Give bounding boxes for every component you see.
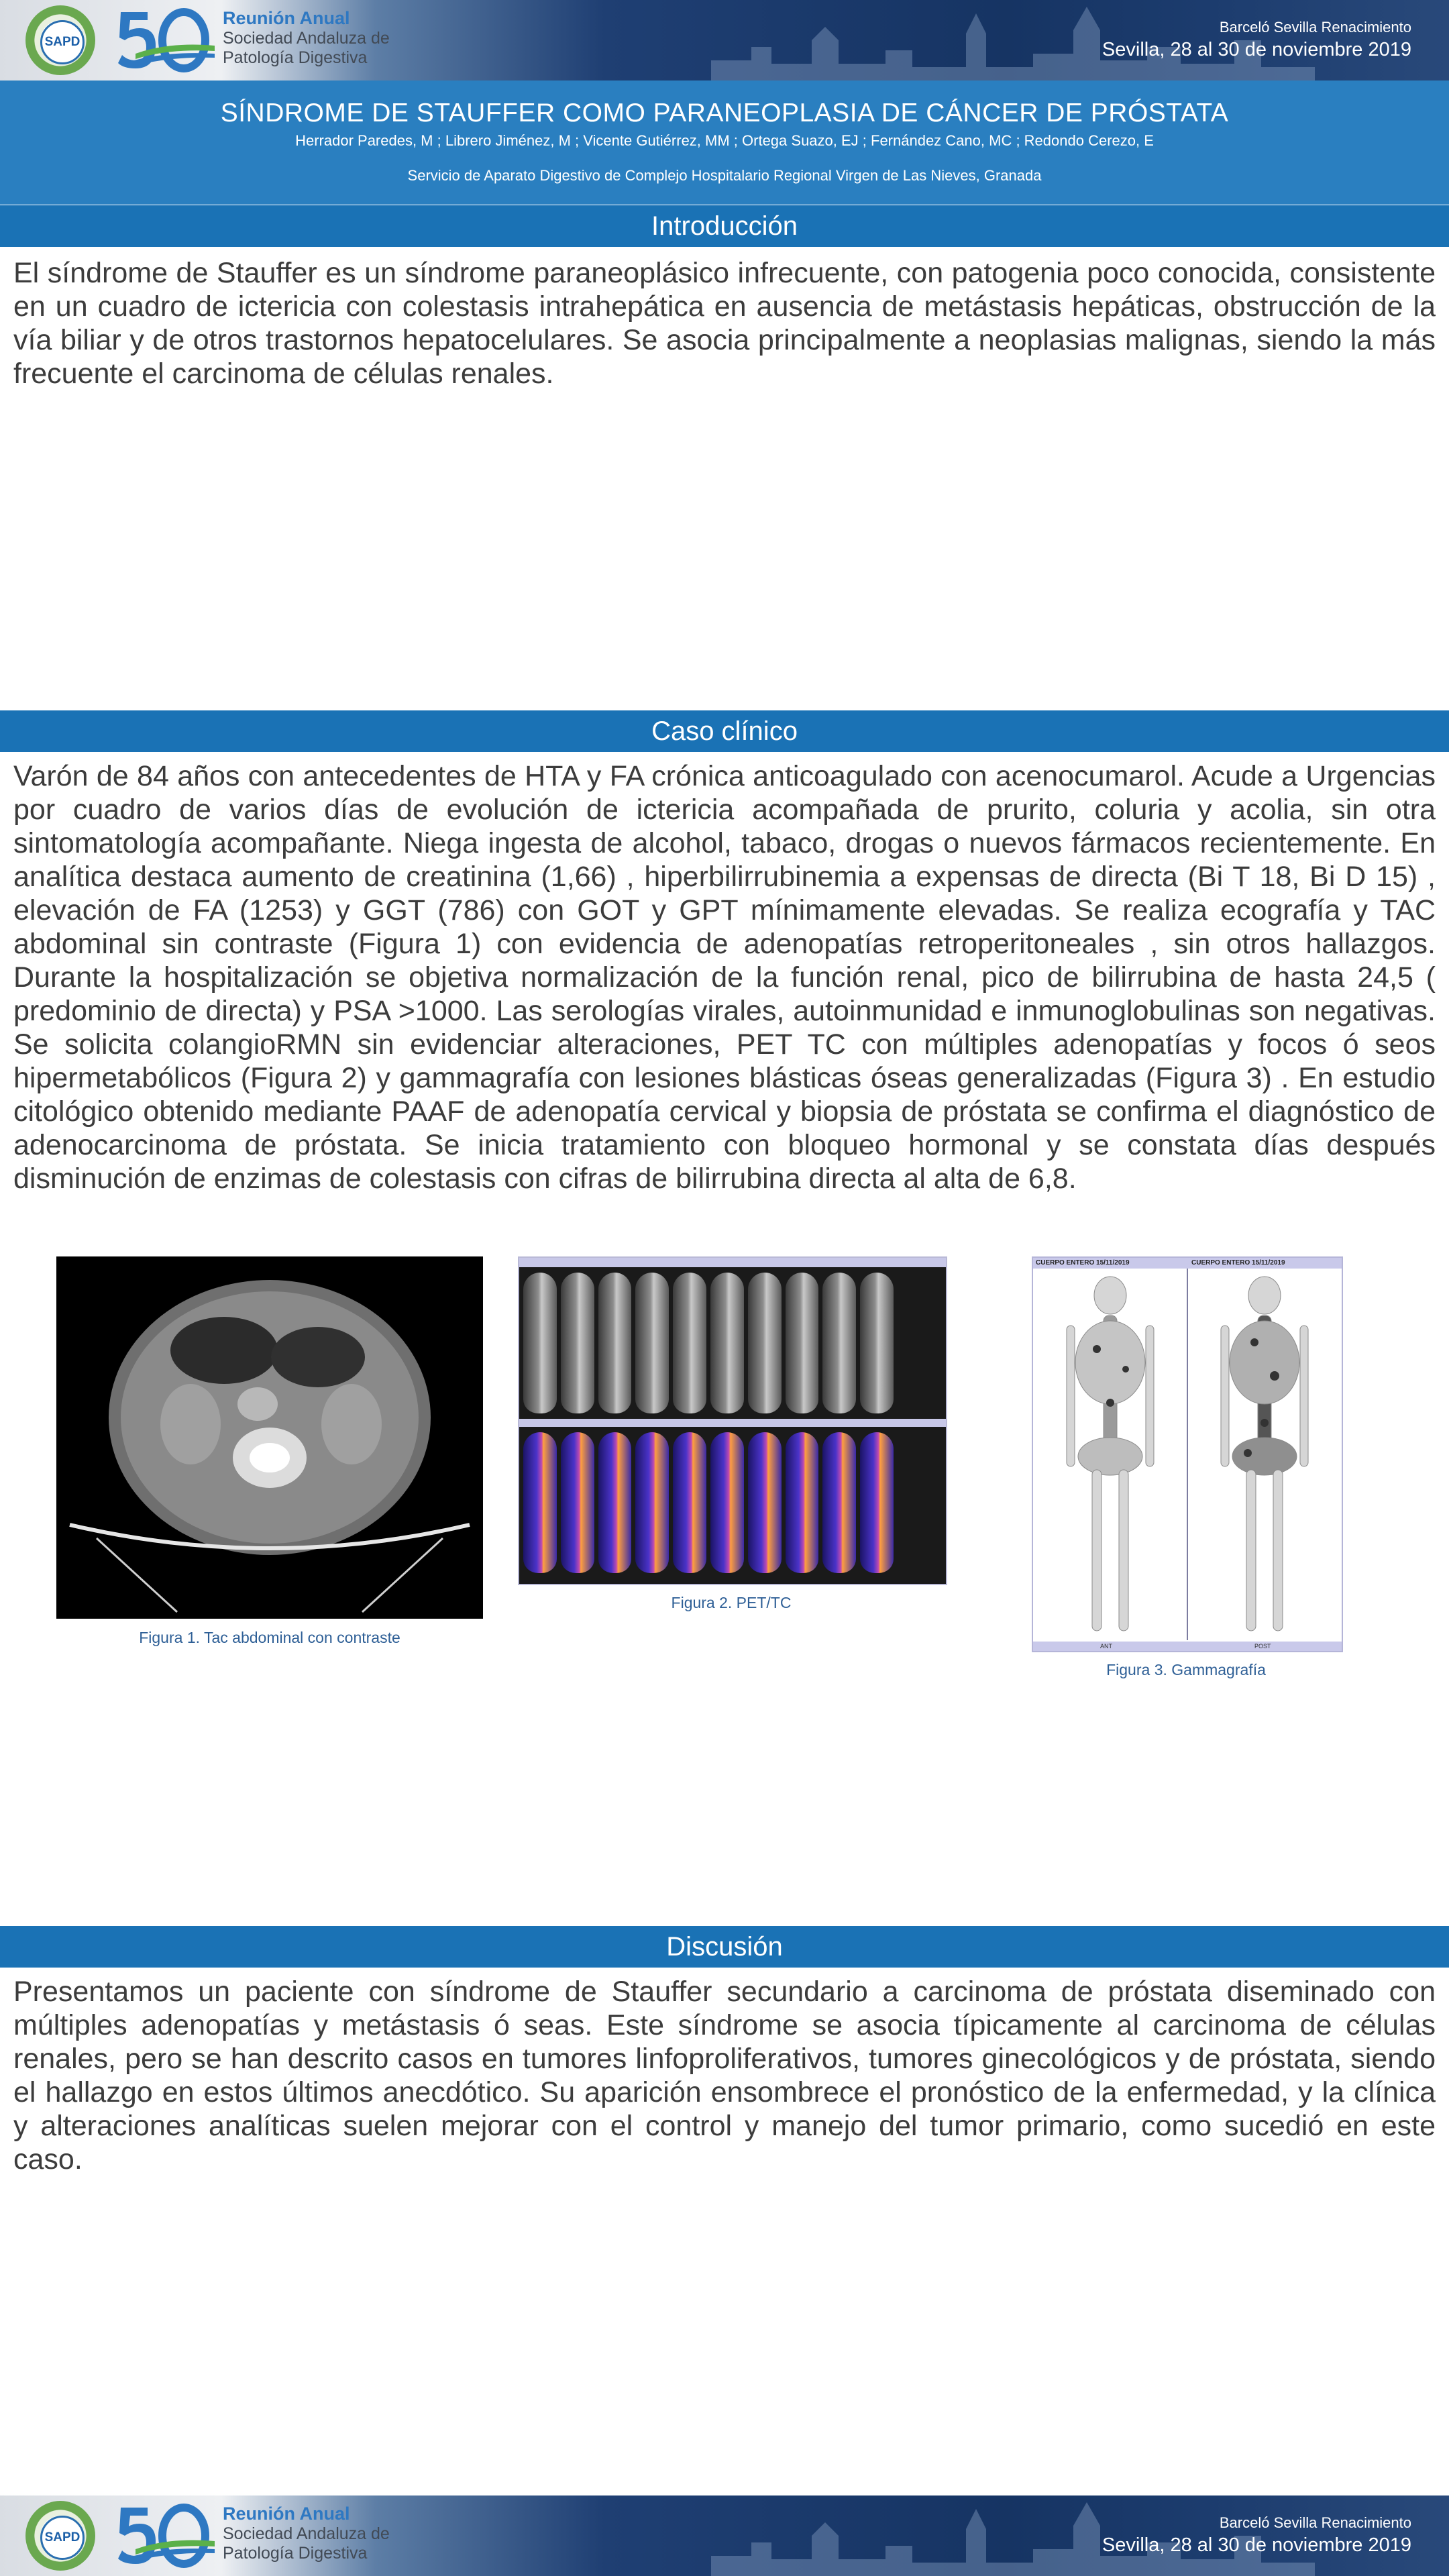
- section-heading-intro: Introducción: [0, 205, 1449, 247]
- section-heading-case: Caso clínico: [0, 710, 1449, 752]
- org-line-2: Sociedad Andaluza de: [223, 29, 390, 48]
- footer-banner: [0, 2496, 1449, 2576]
- pet-fusion-slices-row: [523, 1432, 894, 1573]
- ct-slice: [860, 1273, 894, 1413]
- intro-text: El síndrome de Stauffer es un síndrome paraneoplásico infrecuente, con patogenia poco conocida, consistente en un cuadro de ictericia con colestasis intrahepática en ausencia de metástasis hepáticas, obstrucción de la vía biliar y de otros trastornos hepatocelulares. Se asocia principalmente a neoplasias malignas, siendo la más frecuente el carcinoma de células renales.: [13, 257, 1436, 390]
- ct-slice: [523, 1273, 557, 1413]
- figure-3-bone-scan-image: [1032, 1256, 1343, 1652]
- org-line-1: Reunión Anual: [223, 8, 350, 28]
- anniversary-50-logo: [115, 7, 216, 74]
- bone-scan-footer-posterior: POST: [1254, 1643, 1271, 1650]
- petct-header-bar: [519, 1258, 946, 1267]
- bone-scan-header: [1033, 1258, 1342, 1269]
- logo-text: SAPD: [44, 2530, 80, 2544]
- ct-slice: [561, 1273, 594, 1413]
- ct-slices-row: [523, 1273, 894, 1413]
- case-text: Varón de 84 años con antecedentes de HTA y FA crónica anticoagulado con acenocumarol. Acude a Urgencias por cuadro de varios días de evolución de ictericia acompañada de prurito, coluria y acolia, sin otra sintomatología acompañante. Niega ingesta de alcohol, tabaco, drogas o nuevos fármacos recientemente. En analítica destaca aumento de creatinina (1,66) , hiperbilirrubinemia a expensas de directa (Bi T 18, Bi D 15) , elevación de FA (1253) y GGT (786) con GOT y GPT mínimamente elevadas. Se realiza ecografía y TAC abdominal sin contraste (Figura 1) con evidencia de adenopatías retroperitoneales , sin otros hallazgos. Durante la hospitalización se objetiva normalización de la función renal, pico de bilirrubina de hasta 24,5 ( predominio de directa) y PSA >1000. Las serologías virales, autoinmunidad e inmunoglobulinas son negativas. Se solicita colangioRMN sin evidenciar alteraciones, PET TC con múltiples adenopatías y focos ó seos hipermetabólicos (Figura 2) y gammagrafía con lesiones blásticas óseas generalizadas (Figura 3) . En estudio citológico obtenido mediante PAAF de adenopatía cervical y biopsia de próstata se confirma el diagnóstico de adenocarcinoma de próstata. Se inicia tratamiento con bloqueo hormonal y se constata días después disminución de enzimas de colestasis con cifras de bilirrubina directa al alta de 6,8.: [13, 760, 1436, 1195]
- bone-scan-footer-anterior: ANT: [1100, 1643, 1112, 1650]
- bone-scan-footer: [1033, 1642, 1342, 1651]
- ct-slice: [598, 1273, 632, 1413]
- logo-text: SAPD: [44, 35, 80, 49]
- org-line-1: Reunión Anual: [223, 2504, 350, 2524]
- discussion-text: Presentamos un paciente con síndrome de Stauffer secundario a carcinoma de próstata diseminado con múltiples adenopatías y metástasis ó seas. Este síndrome se asocia típicamente al carcinoma de células renales, pero se han descrito casos en tumores linfoproliferativos, tumores ginecológicos y de próstata, siendo el hallazgo en estos últimos anecdótico. Su aparición ensombrece el pronóstico de la enfermedad, y la clínica y alteraciones analíticas suelen mejorar con el control y manejo del tumor primario, como sucedió en este caso.: [13, 1976, 1436, 2176]
- event-dates: Sevilla, 28 al 30 de noviembre 2019: [1102, 2534, 1411, 2556]
- ct-slice: [635, 1273, 669, 1413]
- pet-slice: [822, 1432, 856, 1573]
- ct-slice: [786, 1273, 819, 1413]
- petct-divider-bar: [519, 1419, 946, 1427]
- affiliation: Servicio de Aparato Digestivo de Complejo Hospitalario Regional Virgen de Las Nieves, Granada: [407, 167, 1042, 184]
- organization-name: [223, 9, 390, 66]
- pet-slice: [673, 1432, 706, 1573]
- bone-scan-label-posterior: CUERPO ENTERO 15/11/2019: [1191, 1259, 1285, 1267]
- venue-name: Barceló Sevilla Renacimiento: [1219, 2514, 1411, 2531]
- poster-title: SÍNDROME DE STAUFFER COMO PARANEOPLASIA DE CÁNCER DE PRÓSTATA: [220, 99, 1229, 127]
- event-dates: Sevilla, 28 al 30 de noviembre 2019: [1102, 39, 1411, 60]
- pet-slice: [598, 1432, 632, 1573]
- org-line-3: Patología Digestiva: [223, 2544, 368, 2563]
- pet-slice: [748, 1432, 782, 1573]
- ct-slice: [673, 1273, 706, 1413]
- sapd-logo: [25, 2501, 95, 2571]
- figure-2-caption: Figura 2. PET/TC: [671, 1594, 792, 1611]
- ct-slice: [822, 1273, 856, 1413]
- anniversary-50-logo: [115, 2502, 216, 2569]
- org-line-2: Sociedad Andaluza de: [223, 2524, 390, 2543]
- figure-2-petct-image: [518, 1256, 947, 1585]
- figure-1-caption: Figura 1. Tac abdominal con contraste: [139, 1629, 400, 1646]
- figure-1-ct-image: [56, 1256, 483, 1619]
- bone-scan-skeletons: [1033, 1269, 1342, 1640]
- pet-slice: [786, 1432, 819, 1573]
- poster-title-block: [0, 80, 1449, 205]
- ct-scan-illustration: [56, 1256, 483, 1619]
- pet-slice: [561, 1432, 594, 1573]
- authors: Herrador Paredes, M ; Librero Jiménez, M ; Vicente Gutiérrez, MM ; Ortega Suazo, EJ ; Fernández Cano, MC ; Redondo Cerezo, E: [295, 132, 1154, 149]
- venue-name: Barceló Sevilla Renacimiento: [1219, 19, 1411, 36]
- ct-slice: [710, 1273, 744, 1413]
- bone-scan-label-anterior: CUERPO ENTERO 15/11/2019: [1036, 1259, 1130, 1267]
- figure-3-caption: Figura 3. Gammagrafía: [1106, 1661, 1266, 1678]
- pet-slice: [635, 1432, 669, 1573]
- pet-slice: [710, 1432, 744, 1573]
- header-banner: [0, 0, 1449, 80]
- pet-slice: [860, 1432, 894, 1573]
- venue-info: [1102, 2516, 1411, 2555]
- sapd-logo: [25, 5, 95, 75]
- pet-slice: [523, 1432, 557, 1573]
- venue-info: [1102, 20, 1411, 60]
- organization-name: [223, 2505, 390, 2562]
- section-heading-discussion: Discusión: [0, 1926, 1449, 1968]
- ct-slice: [748, 1273, 782, 1413]
- org-line-3: Patología Digestiva: [223, 48, 368, 67]
